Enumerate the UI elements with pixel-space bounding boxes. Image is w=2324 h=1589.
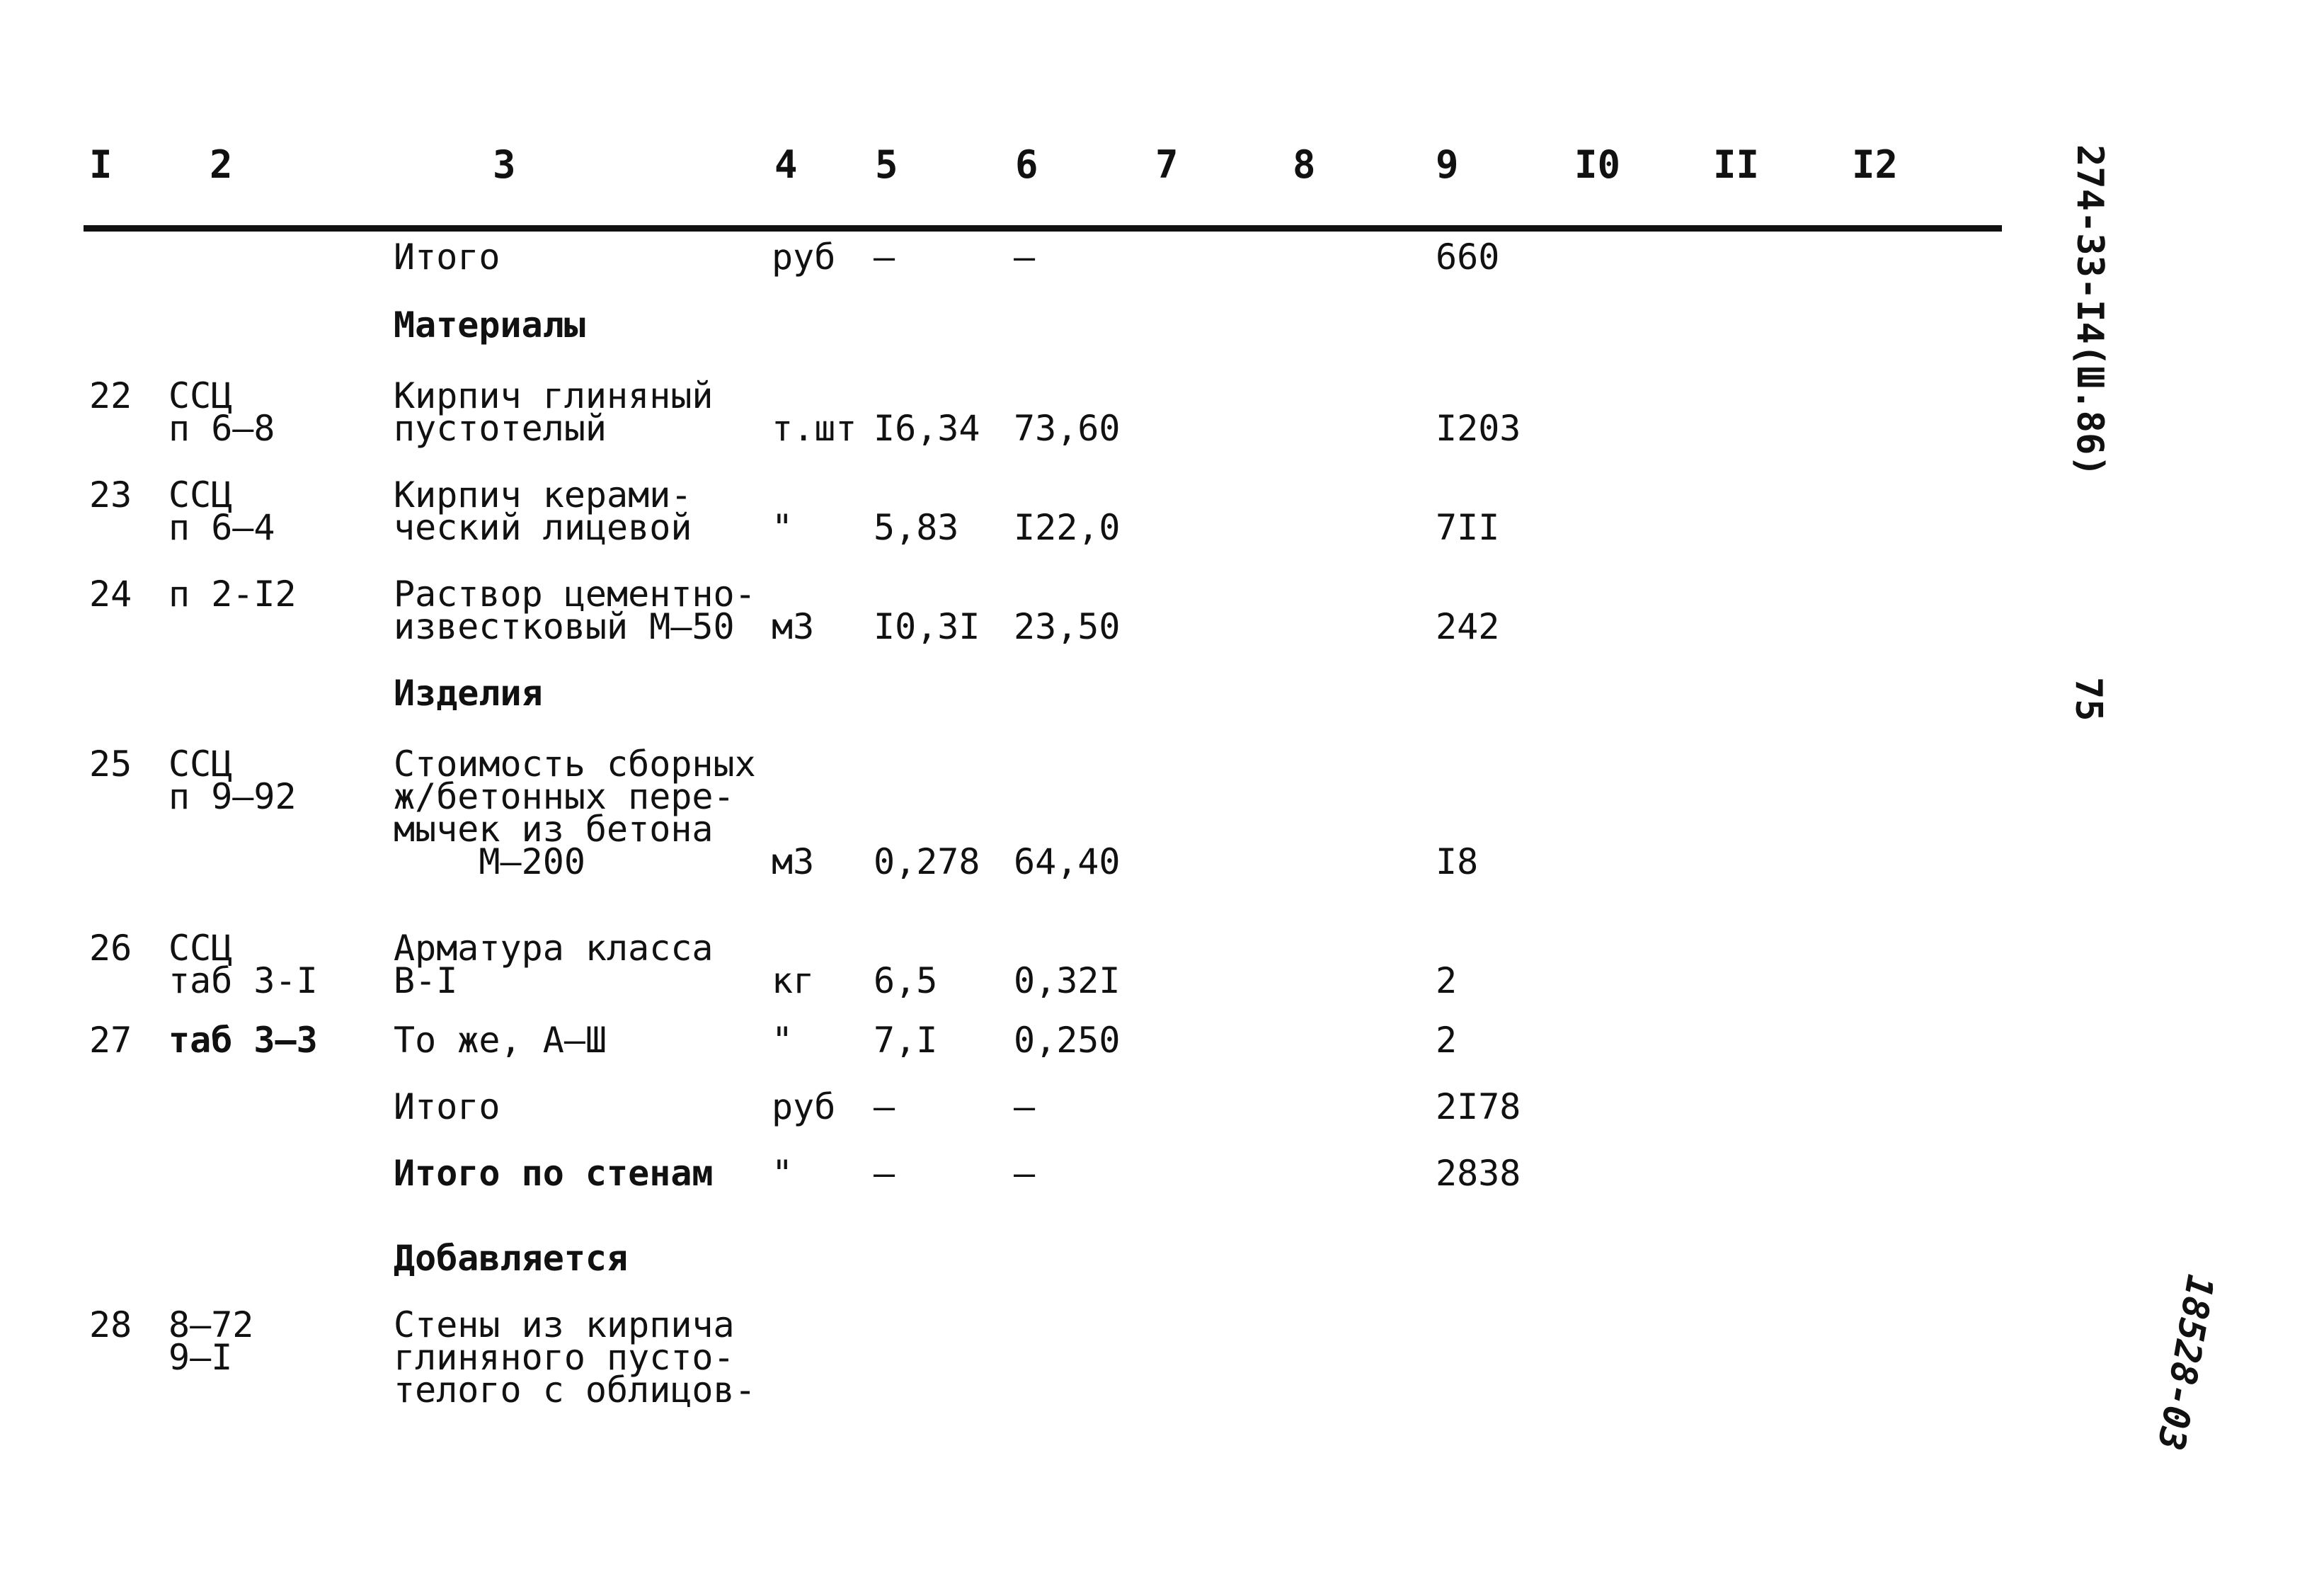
column-header: 4	[774, 142, 798, 187]
cell-number: 22	[89, 375, 132, 416]
cell-quantity: I0,3I	[874, 606, 980, 647]
document-code: 274-33-I4(Ш.86)	[2068, 144, 2111, 477]
cell-total: 2I78	[1436, 1086, 1521, 1127]
cell-price: 73,60	[1014, 408, 1121, 449]
cell-name: Раствор цементно- известковый М–50	[394, 574, 756, 647]
cell-quantity: 7,I	[874, 1020, 938, 1061]
cell-reference: 8–72 9–I	[168, 1304, 254, 1378]
cell-unit: м3	[772, 606, 815, 647]
cell-unit: кг	[772, 960, 815, 1001]
cell-quantity: I6,34	[874, 408, 980, 449]
cell-total: I8	[1436, 841, 1479, 882]
column-header: 6	[1015, 142, 1038, 187]
cell-price: 64,40	[1014, 841, 1121, 882]
cell-unit: "	[772, 1020, 794, 1061]
cell-number: 28	[89, 1304, 132, 1345]
cell-unit: м3	[772, 841, 815, 882]
section-heading: Изделия	[394, 673, 543, 714]
column-header: 2	[210, 142, 233, 187]
cell-unit: "	[772, 507, 794, 548]
cell-quantity: –	[874, 1086, 895, 1127]
cell-total: 2838	[1436, 1153, 1521, 1194]
column-header: I0	[1574, 142, 1621, 187]
cell-reference: ССЦ п 6–8	[168, 375, 275, 449]
cell-total: I203	[1436, 408, 1521, 449]
cell-number: 27	[89, 1020, 132, 1061]
column-header: I2	[1852, 142, 1899, 187]
cell-name: Кирпич керами- ческий лицевой	[394, 474, 692, 548]
cell-unit: руб	[772, 1086, 836, 1127]
cell-price: –	[1014, 1153, 1036, 1194]
cell-name: Итого	[394, 237, 500, 278]
cell-price: 0,250	[1014, 1020, 1121, 1061]
cell-price: –	[1014, 237, 1036, 278]
page-number: 75	[2067, 677, 2110, 722]
cell-quantity: 0,278	[874, 841, 980, 882]
cell-number: 26	[89, 928, 132, 969]
cell-name: Итого	[394, 1086, 500, 1127]
cell-unit: руб	[772, 237, 836, 278]
cell-price: I22,0	[1014, 507, 1121, 548]
cell-number: 24	[89, 574, 132, 615]
column-header: II	[1713, 142, 1760, 187]
column-header: 5	[875, 142, 898, 187]
cell-name: Стоимость сборных ж/бетонных пере- мычек из бетона М–200	[394, 744, 756, 882]
cell-total: 2	[1436, 960, 1458, 1001]
column-header: 3	[493, 142, 516, 187]
cell-quantity: –	[874, 237, 895, 278]
section-heading: Добавляется	[394, 1238, 629, 1279]
column-header: 7	[1155, 142, 1179, 187]
cell-total: 7II	[1436, 507, 1500, 548]
cell-unit: т.шт	[772, 408, 857, 449]
cell-name: То же, А–Ш	[394, 1020, 607, 1061]
column-header: 8	[1293, 142, 1316, 187]
cell-quantity: 6,5	[874, 960, 938, 1001]
cell-quantity: –	[874, 1153, 895, 1194]
archive-stamp: 18528-03	[2148, 1271, 2221, 1454]
cell-unit: "	[772, 1153, 794, 1194]
cell-reference: п 2-I2	[168, 574, 297, 615]
cell-price: 23,50	[1014, 606, 1121, 647]
cell-total: 242	[1436, 606, 1500, 647]
column-header: I	[89, 142, 113, 187]
cell-name: Итого по стенам	[394, 1153, 714, 1194]
cell-price: –	[1014, 1086, 1036, 1127]
header-rule	[84, 225, 2002, 232]
cell-total: 660	[1436, 237, 1500, 278]
cell-reference: таб 3–3	[168, 1020, 318, 1061]
cell-number: 25	[89, 744, 132, 785]
column-header: 9	[1436, 142, 1459, 187]
cell-quantity: 5,83	[874, 507, 959, 548]
cell-name: Кирпич глиняный пустотелый	[394, 375, 714, 449]
cell-name: Арматура класса В-I	[394, 928, 714, 1001]
cell-number: 23	[89, 474, 132, 516]
cell-reference: ССЦ п 6–4	[168, 474, 275, 548]
cell-reference: ССЦ таб 3-I	[168, 928, 318, 1001]
section-heading: Материалы	[394, 304, 585, 346]
cell-reference: ССЦ п 9–92	[168, 744, 297, 817]
cell-name: Стены из кирпича глиняного пусто- телого с облицов-	[394, 1304, 756, 1411]
cell-total: 2	[1436, 1020, 1458, 1061]
cell-price: 0,32I	[1014, 960, 1121, 1001]
